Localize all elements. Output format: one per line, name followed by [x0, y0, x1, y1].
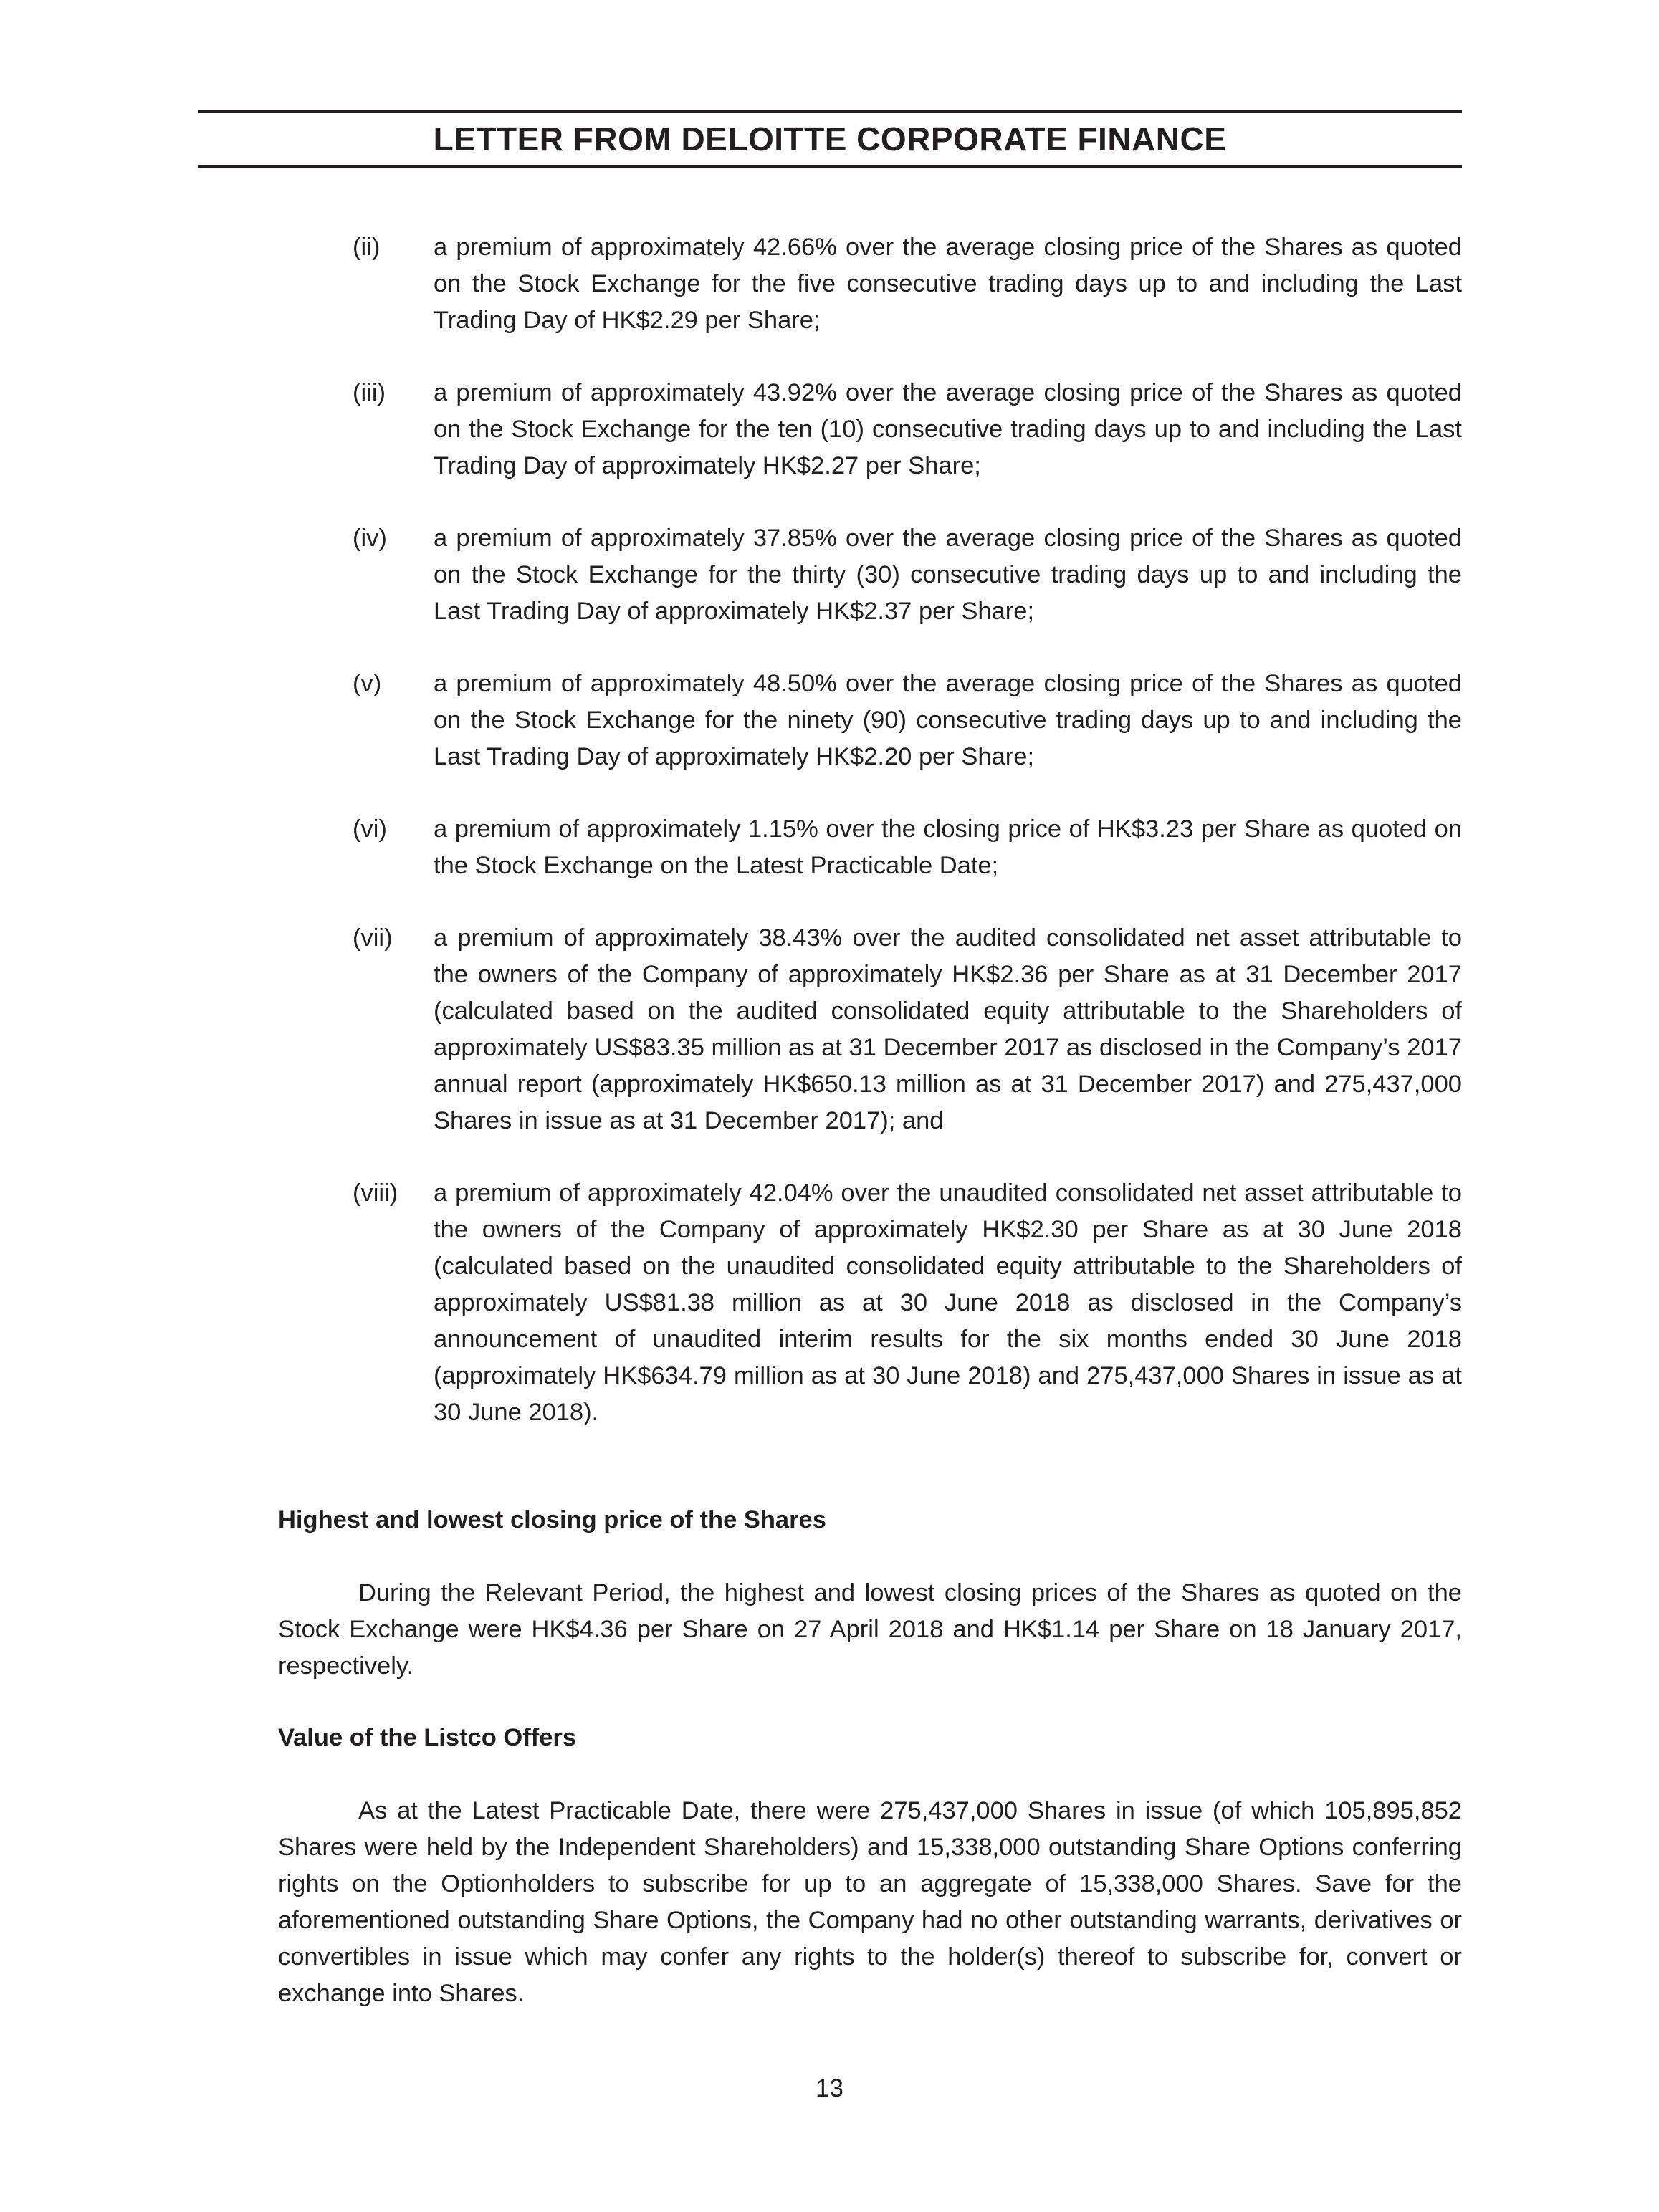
list-item-label: (iii)	[353, 379, 386, 406]
section-value-of-offers	[278, 1720, 1462, 2012]
list-item-label: (iv)	[353, 525, 387, 552]
list-item-label: (ii)	[353, 234, 381, 261]
list-item-label: (vii)	[353, 924, 393, 952]
list-item-v	[278, 666, 1462, 775]
section-heading: Highest and lowest closing price of the Shares	[278, 1506, 826, 1533]
list-item-label: (v)	[353, 670, 382, 697]
section-highest-lowest	[278, 1502, 1462, 1685]
section-heading: Value of the Listco Offers	[278, 1724, 577, 1751]
list-item-label: (vi)	[353, 815, 387, 843]
list-item-ii	[278, 229, 1462, 339]
premium-list	[278, 229, 1462, 1467]
list-item-text: a premium of approximately 43.92% over the average closing price of the Shares as quoted on the Stock Exchange for the ten (10) consecutive trading days up to and including the Last Trading Day of approximately HK$2.27 per Share;	[434, 379, 1462, 479]
list-item-label: (viii)	[353, 1179, 398, 1207]
header-bottom-rule	[198, 165, 1462, 168]
section-paragraph: During the Relevant Period, the highest and lowest closing prices of the Shares as quoted on the Stock Exchange were HK$4.36 per Share on 27 April 2018 and HK$1.14 per Share on 18 January 2017, respectively.	[278, 1579, 1462, 1680]
header-top-rule	[198, 110, 1462, 113]
list-item-text: a premium of approximately 48.50% over the average closing price of the Shares as quoted on the Stock Exchange for the ninety (90) consecutive trading days up to and including the Last Trading Day of approximately HK$2.20 per Share;	[434, 670, 1462, 770]
list-item-text: a premium of approximately 1.15% over the closing price of HK$3.23 per Share as quoted on the Stock Exchange on the Latest Practicable Date;	[434, 815, 1462, 879]
list-item-viii	[278, 1175, 1462, 1431]
list-item-vii	[278, 920, 1462, 1139]
list-item-text: a premium of approximately 38.43% over the audited consolidated net asset attributable to the owners of the Company of approximately HK$2.36 per Share as at 31 December 2017 (calculated based on the audited consolidated equity attributable to the Shareholders of approximately US$83.35 million as at 31 December 2017 as disclosed in the Company’s 2017 annual report (approximately HK$650.13 million as at 31 December 2017) and 275,437,000 Shares in issue as at 31 December 2017); and	[434, 924, 1462, 1134]
list-item-vi	[278, 811, 1462, 884]
list-item-iii	[278, 375, 1462, 484]
section-paragraph: As at the Latest Practicable Date, there were 275,437,000 Shares in issue (of which 105,895,852 Shares were held by the Independent Shareholders) and 15,338,000 outstanding Share Options conferring rights on the Optionholders to subscribe for up to an aggregate of 15,338,000 Shares. Save for the aforementioned outstanding Share Options, the Company had no other outstanding warrants, derivatives or convertibles in issue which may confer any rights to the holder(s) thereof to subscribe for, convert or exchange into Shares.	[278, 1797, 1462, 2007]
list-item-text: a premium of approximately 37.85% over the average closing price of the Shares as quoted on the Stock Exchange for the thirty (30) consecutive trading days up to and including the Last Trading Day of approximately HK$2.37 per Share;	[434, 525, 1462, 625]
list-item-text: a premium of approximately 42.04% over the unaudited consolidated net asset attributable to the owners of the Company of approximately HK$2.30 per Share as at 30 June 2018 (calculated based on the unaudited consolidated equity attributable to the Shareholders of approximately US$81.38 million as at 30 June 2018 as disclosed in the Company’s announcement of unaudited interim results for the six months ended 30 June 2018 (approximately HK$634.79 million as at 30 June 2018) and 275,437,000 Shares in issue as at 30 June 2018).	[434, 1179, 1462, 1426]
list-item-text: a premium of approximately 42.66% over the average closing price of the Shares as quoted on the Stock Exchange for the five consecutive trading days up to and including the Last Trading Day of HK$2.29 per Share;	[434, 234, 1462, 334]
page-header-title: LETTER FROM DELOITTE CORPORATE FINANCE	[433, 120, 1227, 158]
page-number: 13	[816, 2074, 843, 2102]
list-item-iv	[278, 520, 1462, 630]
